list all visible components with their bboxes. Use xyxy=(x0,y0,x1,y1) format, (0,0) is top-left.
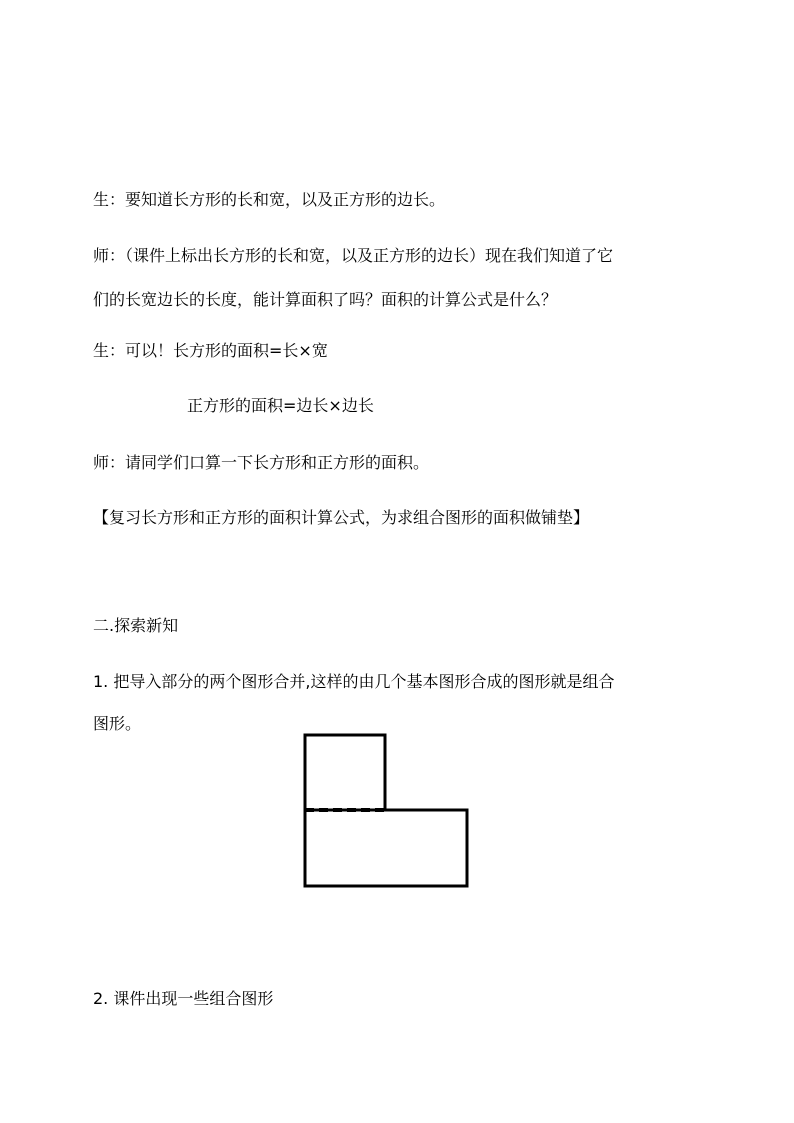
item-2: 2. 课件出现一些组合图形 xyxy=(93,989,274,1008)
rectangle-shape xyxy=(305,810,467,886)
student-answer-2: 生：可以！长方形的面积=长×宽 xyxy=(93,341,328,360)
item-1-line-2: 图形。 xyxy=(93,714,142,733)
teacher-instruction: 师：请同学们口算一下长方形和正方形的面积。 xyxy=(93,453,430,472)
item-1-line-1: 1. 把导入部分的两个图形合并,这样的由几个基本图形合成的图形就是组合 xyxy=(93,672,615,691)
teacher-question-line-2: 们的长宽边长的长度，能计算面积了吗？面积的计算公式是什么？ xyxy=(93,290,558,309)
teacher-question-line-1: 师：（课件上标出长方形的长和宽，以及正方形的边长）现在我们知道了它 xyxy=(93,246,614,265)
composite-figure xyxy=(300,731,472,891)
student-answer-1: 生：要知道长方形的长和宽，以及正方形的边长。 xyxy=(93,190,446,209)
review-note: 【复习长方形和正方形的面积计算公式，为求组合图形的面积做铺垫】 xyxy=(93,508,590,527)
square-shape xyxy=(305,735,385,810)
square-area-formula: 正方形的面积=边长×边长 xyxy=(187,396,374,415)
section-heading: 二.探索新知 xyxy=(93,616,179,635)
